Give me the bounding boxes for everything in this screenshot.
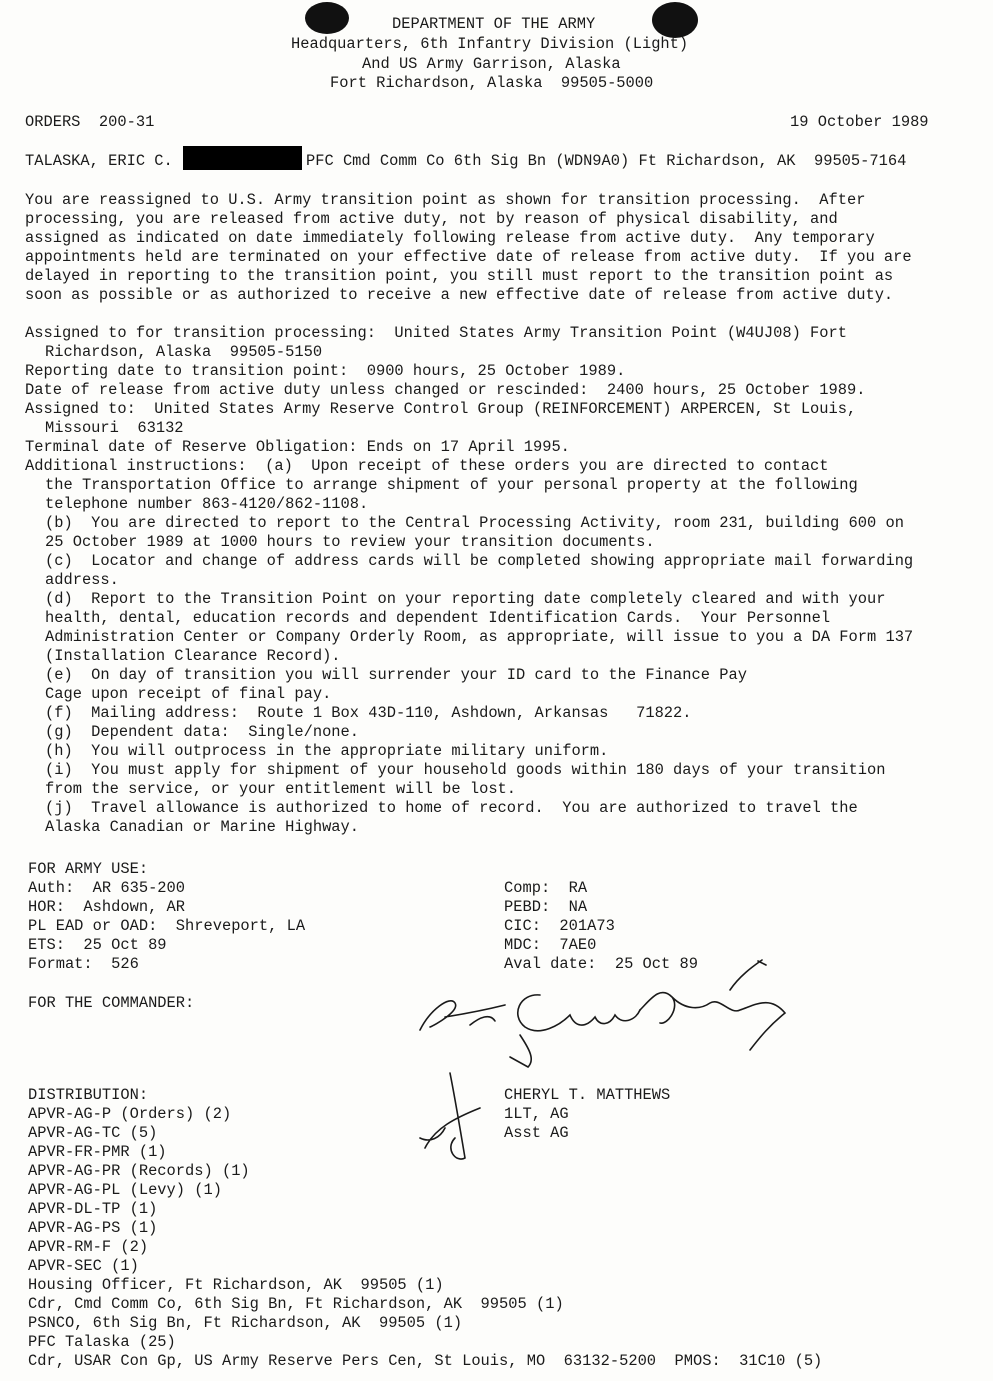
army-use-field: MDC: 7AE0: [504, 936, 597, 954]
header-location: Fort Richardson, Alaska 99505-5000: [330, 74, 654, 92]
distribution-list: [28, 1105, 968, 1371]
instruction-line: (i) You must apply for shipment of your household goods within 180 days of your transition: [45, 761, 886, 779]
instruction-line: (j) Travel allowance is authorized to home of record. You are authorized to travel the: [45, 799, 858, 817]
distribution-item: APVR-AG-TC (5): [28, 1124, 158, 1142]
soldier-unit-details: PFC Cmd Comm Co 6th Sig Bn (WDN9A0) Ft Richardson, AK 99505-7164: [306, 152, 907, 170]
instruction-line: (e) On day of transition you will surrender your ID card to the Finance Pay: [45, 666, 747, 684]
instruction-line: (g) Dependent data: Single/none.: [45, 723, 360, 741]
instruction-line: Cage upon receipt of final pay.: [45, 685, 332, 703]
instruction-line: (c) Locator and change of address cards will be completed showing appropriate mail forwarding: [45, 552, 914, 570]
distribution-item: Cdr, USAR Con Gp, US Army Reserve Pers Cen, St Louis, MO 63132-5200 PMOS: 31C10 (5): [28, 1352, 823, 1370]
orders-number: ORDERS 200-31: [25, 113, 155, 131]
hole-punch-mark-left: [305, 2, 349, 34]
instruction-line: address.: [45, 571, 119, 589]
army-use-field: Comp: RA: [504, 879, 588, 897]
army-use-field: HOR: Ashdown, AR: [28, 898, 186, 916]
army-use-left-column: [28, 879, 448, 974]
instruction-line: Terminal date of Reserve Obligation: Ends on 17 April 1995.: [25, 438, 570, 456]
intro-line: assigned as indicated on date immediately following release from active duty. Any temporary: [25, 229, 875, 247]
instruction-line: Alaska Canadian or Marine Highway.: [45, 818, 360, 836]
soldier-name: TALASKA, ERIC C.: [25, 152, 173, 170]
instruction-line: (b) You are directed to report to the Central Processing Activity, room 231, building 600 on: [45, 514, 904, 532]
intro-line: You are reassigned to U.S. Army transition point as shown for transition processing. After: [25, 191, 866, 209]
distribution-item: APVR-FR-PMR (1): [28, 1143, 167, 1161]
instruction-line: (d) Report to the Transition Point on your reporting date completely cleared and with your: [45, 590, 886, 608]
header-garrison: And US Army Garrison, Alaska: [362, 55, 621, 73]
redaction-bar: [183, 146, 302, 170]
distribution-item: PFC Talaska (25): [28, 1333, 176, 1351]
army-use-field: CIC: 201A73: [504, 917, 615, 935]
distribution-item: APVR-AG-PS (1): [28, 1219, 158, 1237]
instruction-line: Reporting date to transition point: 0900 hours, 25 October 1989.: [25, 362, 626, 380]
army-use-field: Auth: AR 635-200: [28, 879, 186, 897]
intro-line: appointments held are terminated on your effective date of release from active duty. If you are: [25, 248, 912, 266]
army-use-heading: FOR ARMY USE:: [28, 860, 149, 878]
army-use-field: Format: 526: [28, 955, 139, 973]
header-headquarters: Headquarters, 6th Infantry Division (Light): [291, 35, 689, 53]
army-use-field: PL EAD or OAD: Shreveport, LA: [28, 917, 306, 935]
instruction-line: from the service, or your entitlement will be lost.: [45, 780, 517, 798]
instruction-line: telephone number 863-4120/862-1108.: [45, 495, 369, 513]
instruction-line: Richardson, Alaska 99505-5150: [45, 343, 323, 361]
distribution-item: APVR-RM-F (2): [28, 1238, 149, 1256]
instruction-line: 25 October 1989 at 1000 hours to review your transition documents.: [45, 533, 655, 551]
distribution-item: Cdr, Cmd Comm Co, 6th Sig Bn, Ft Richardson, AK 99505 (1): [28, 1295, 564, 1313]
instruction-line: Assigned to: United States Army Reserve Control Group (REINFORCEMENT) ARPERCEN, St Louis,: [25, 400, 857, 418]
intro-paragraph: [25, 191, 965, 305]
distribution-item: APVR-AG-PL (Levy) (1): [28, 1181, 222, 1199]
intro-line: soon as possible or as authorized to receive a new effective date of release from active duty.: [25, 286, 894, 304]
army-use-field: Aval date: 25 Oct 89: [504, 955, 698, 973]
army-use-field: ETS: 25 Oct 89: [28, 936, 167, 954]
orders-date: 19 October 1989: [790, 113, 929, 131]
distribution-item: APVR-SEC (1): [28, 1257, 139, 1275]
instruction-line: (f) Mailing address: Route 1 Box 43D-110, Ashdown, Arkansas 71822.: [45, 704, 692, 722]
instruction-line: Administration Center or Company Orderly Room, as appropriate, will issue to you a DA Form 137: [45, 628, 914, 646]
instruction-line: Additional instructions: (a) Upon receipt of these orders you are directed to contact: [25, 457, 829, 475]
signatory-title: Asst AG: [504, 1124, 569, 1142]
distribution-item: APVR-AG-PR (Records) (1): [28, 1162, 250, 1180]
signatory-name: CHERYL T. MATTHEWS: [504, 1086, 671, 1104]
instruction-line: the Transportation Office to arrange shipment of your personal property at the following: [45, 476, 858, 494]
instruction-line: Missouri 63132: [45, 419, 184, 437]
instructions-block: [25, 324, 965, 837]
hole-punch-mark-right: [652, 2, 698, 38]
distribution-item: APVR-DL-TP (1): [28, 1200, 158, 1218]
signatory-rank: 1LT, AG: [504, 1105, 569, 1123]
distribution-item: APVR-AG-P (Orders) (2): [28, 1105, 232, 1123]
army-use-field: PEBD: NA: [504, 898, 588, 916]
distribution-item: Housing Officer, Ft Richardson, AK 99505 (1): [28, 1276, 444, 1294]
instruction-line: Assigned to for transition processing: United States Army Transition Point (W4UJ08) Fort: [25, 324, 847, 342]
header-department: DEPARTMENT OF THE ARMY: [392, 15, 596, 33]
intro-line: processing, you are released from active duty, not by reason of physical disability, and: [25, 210, 838, 228]
intro-line: delayed in reporting to the transition point, you still must report to the transition point as: [25, 267, 894, 285]
for-the-commander: FOR THE COMMANDER:: [28, 994, 195, 1012]
instruction-line: (h) You will outprocess in the appropriate military uniform.: [45, 742, 609, 760]
instruction-line: health, dental, education records and dependent Identification Cards. Your Personnel: [45, 609, 831, 627]
instruction-line: Date of release from active duty unless changed or rescinded: 2400 hours, 25 October 1989.: [25, 381, 866, 399]
instruction-line: (Installation Clearance Record).: [45, 647, 341, 665]
distribution-item: PSNCO, 6th Sig Bn, Ft Richardson, AK 99505 (1): [28, 1314, 463, 1332]
handwritten-signature: [410, 955, 810, 1075]
distribution-heading: DISTRIBUTION:: [28, 1086, 149, 1104]
